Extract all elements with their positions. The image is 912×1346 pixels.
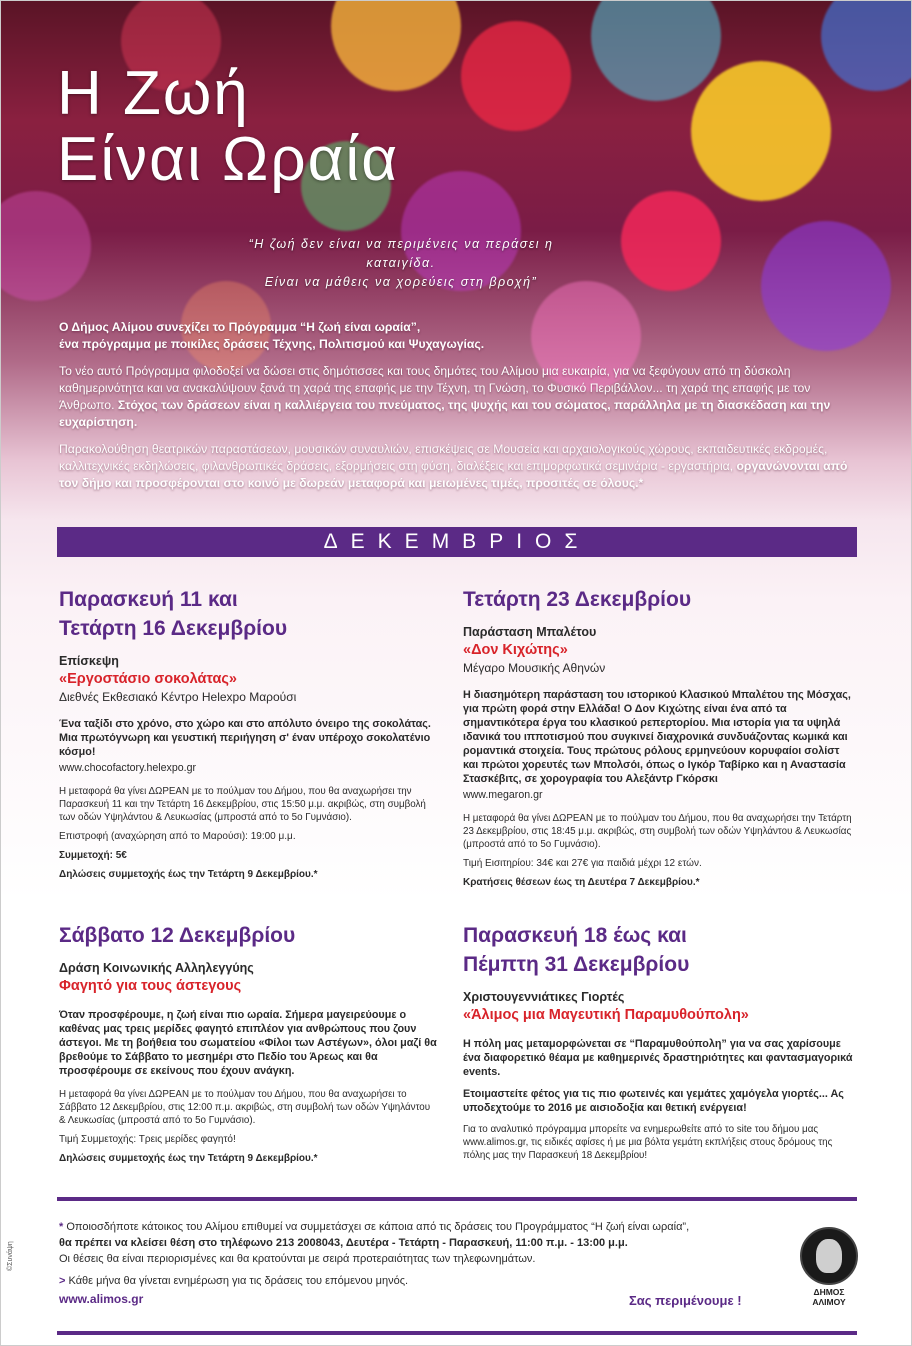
credit: ©Συνάψη	[7, 1241, 14, 1271]
logo-line-1: ΔΗΜΟΣ	[813, 1287, 845, 1297]
chevron-right-icon: >	[59, 1275, 66, 1287]
intro-offer: οργανώνονται από τον δήμο και προσφέρονται στο κοινό με δωρεάν μεταφορά και μειωμένες τιμές, προσιτές σε όλους.*	[59, 459, 848, 490]
footer-line-1	[59, 1219, 779, 1235]
intro-goal: Στόχος των δράσεων είναι η καλλιέργεια του πνεύματος, της ψυχής και του σώματος, παράλληλα με τη διασκέδαση και την ευχαρίστηση.	[59, 398, 831, 429]
footer-url[interactable]: www.alimos.gr	[59, 1292, 144, 1306]
event-chocolate	[59, 585, 439, 887]
logo-line-2: ΑΛΙΜΟΥ	[812, 1297, 846, 1307]
event-date-line-2: Τετάρτη 16 Δεκεμβρίου	[59, 617, 288, 640]
event-name: «Εργοστάσιο σοκολάτας»	[59, 671, 237, 687]
event-date-line-1: Παρασκευή 18 έως και	[463, 924, 687, 947]
intro-lead-2: ένα πρόγραμμα με ποικίλες δράσεις Τέχνης, Πολιτισμού και Ψυχαγωγίας.	[59, 337, 485, 351]
event-date-line-1: Παρασκευή 11 και	[59, 588, 238, 611]
quote-line-1: “Η ζωή δεν είναι να περιμένεις να περάσει η καταιγίδα.	[248, 237, 554, 270]
footer-text-4: Κάθε μήνα θα γίνεται ενημέρωση για τις δράσεις του επόμενου μηνός.	[68, 1275, 409, 1287]
intro-text-2: Το νέο αυτό Πρόγραμμα φιλοδοξεί να δώσει στις δημότισσες και τους δημότες του Αλίμου μια ευκαιρία, για να ξεφύγουν από τη δύσκολη καθημερινότητα και να ανακαλύψουν ξανά τη χαρά της επαφής με την Τέχνη, τη Γνώση, το Φυσικό Περιβάλλον... τη χαρά της επαφής με τον Άνθρωπο.	[59, 364, 811, 412]
quote	[241, 235, 561, 292]
quote-line-2: Είναι να μάθεις να χορεύεις στη βροχή”	[264, 275, 538, 289]
event-ballet	[463, 585, 857, 895]
event-description-2: Ετοιμαστείτε φέτος για τις πιο φωτεινές και γεμάτες χαμόγελα γιορτές... Ας υποδεχτούμε το 2016 με αισιοδοξία και θετική ενέργεια!	[463, 1088, 844, 1114]
event-type: Δράση Κοινωνικής Αλληλεγγύης	[59, 961, 254, 975]
footer-phone: θα πρέπει να κλείσει θέση στο τηλέφωνο 213 2008043, Δευτέρα - Τετάρτη - Παρασκευή, 11:00 π.μ. - 13:00 μ.μ.	[59, 1237, 628, 1249]
title-line-1: Η Ζωή	[57, 59, 250, 128]
intro-paragraph-2	[59, 363, 849, 431]
event-description: Όταν προσφέρουμε, η ζωή είναι πιο ωραία. Σήμερα μαγειρεύουμε ο καθένας μας τρεις μερίδες φαγητό επιπλέον για ανθρώπους που ζουν άστεγοι. Με τη βοήθεια του σωματείου «Φίλοι των Αστέγων», όλοι μαζί θα βρεθούμε το Σάββατο το μεσημέρι στο Πεδίο του Άρεως και θα προσφέρουμε σε εκείνους που έχουν ανάγκη.	[59, 1009, 437, 1077]
event-transport: Η μεταφορά θα γίνει ΔΩΡΕΑΝ με το πούλμαν του Δήμου, που θα αναχωρήσει το Σάββατο 12 Δεκεμβρίου, στις 12:00 π.μ. ακριβώς, στη συμβολή των οδών Υψηλάντου & Λευκωσίας (μπροστά από το 5ο Γυμνάσιο).	[59, 1089, 431, 1126]
event-transport: Η μεταφορά θα γίνει ΔΩΡΕΑΝ με το πούλμαν του Δήμου, που θα αναχωρήσει την Παρασκευή 11 και την Τετάρτη 16 Δεκεμβρίου, στις 15:50 μ.μ. ακριβώς, στη συμβολή των οδών Υψηλάντου & Λευκωσίας (μπροστά από το 5ο Γυμνάσιο).	[59, 786, 426, 823]
event-deadline: Δηλώσεις συμμετοχής έως την Τετάρτη 9 Δεκεμβρίου.*	[59, 1153, 318, 1164]
title-line-2: Είναι Ωραία	[57, 125, 400, 194]
event-type: Επίσκεψη	[59, 654, 119, 668]
intro-lead: Ο Δήμος Αλίμου συνεχίζει το Πρόγραμμα “Η ζωή είναι ωραία”,	[59, 320, 421, 334]
municipality-logo	[797, 1227, 861, 1307]
event-date	[463, 921, 857, 979]
event-description: Η πόλη μας μεταμορφώνεται σε “Παραμυθούπολη” για να σας χαρίσουμε ένα διαφορετικό θέαμα με καθημερινές δραστηριότητες και φαντασμαγορικά events.	[463, 1038, 853, 1078]
footer-text-1: Οποιοσδήποτε κάτοικος του Αλίμου επιθυμεί να συμμετάσχει σε κάποια από τις δράσεις του Προγράμματος “Η ζωή είναι ωραία”,	[66, 1221, 690, 1233]
event-date: Τετάρτη 23 Δεκεμβρίου	[463, 588, 692, 611]
event-date-line-2: Πέμπτη 31 Δεκεμβρίου	[463, 953, 690, 976]
event-deadline: Δηλώσεις συμμετοχής έως την Τετάρτη 9 Δεκεμβρίου.*	[59, 869, 318, 880]
seal-icon	[800, 1227, 858, 1285]
event-name: «Άλιμος μια Μαγευτική Παραμυθούπολη»	[463, 1007, 749, 1023]
intro	[59, 319, 849, 502]
footer-line-4	[59, 1273, 779, 1289]
event-fee: Τιμή Εισιτηρίου: 34€ και 27€ για παιδιά μέχρι 12 ετών.	[463, 858, 702, 869]
event-return: Επιστροφή (αναχώρηση από το Μαρούσι): 19:00 μ.μ.	[59, 831, 296, 842]
month-banner: ΔΕΚΕΜΒΡΙΟΣ	[57, 527, 857, 557]
event-type: Χριστουγεννιάτικες Γιορτές	[463, 990, 625, 1004]
event-type: Παράσταση Μπαλέτου	[463, 625, 597, 639]
intro-paragraph-3	[59, 441, 849, 492]
event-deadline: Κρατήσεις θέσεων έως τη Δευτέρα 7 Δεκεμβρίου.*	[463, 877, 700, 888]
event-url[interactable]: www.megaron.gr	[463, 789, 543, 801]
logo-caption	[797, 1287, 861, 1307]
event-name: «Δον Κιχώτης»	[463, 642, 568, 658]
event-venue: Διεθνές Εκθεσιακό Κέντρο Helexpo Μαρούσι	[59, 690, 297, 704]
event-date: Σάββατο 12 Δεκεμβρίου	[59, 924, 296, 947]
footer-divider	[57, 1197, 857, 1201]
event-description: Ένα ταξίδι στο χρόνο, στο χώρο και στο απόλυτο όνειρο της σοκολάτας. Μια πρωτόγνωρη και γευστική περιήγηση σ' έναν υπέροχο σοκολατένιο κόσμο!	[59, 718, 431, 758]
event-homeless	[59, 921, 439, 1171]
event-info: Για το αναλυτικό πρόγραμμα μπορείτε να ενημερωθείτε από το site του δήμου μας www.alimos.gr, τις ειδικές αφίσες ή με μια βόλτα γεμάτη εκπλήξεις στους δρόμους της πόλης μας την Παρασκευή 18 Δεκεμβρίου!	[463, 1124, 833, 1161]
event-description: Η διασημότερη παράσταση του ιστορικού Κλασικού Μπαλέτου της Μόσχας, για πρώτη φορά στην Ελλάδα! Ο Δον Κιχώτης είναι ένα από τα σημαντικότερα έργα του κλασικού ρεπερτορίου. Μια ιστορία για τα υψηλά ιδανικά του ιπποτισμού που συγκινεί διαχρονικά συνδυάζοντας κωμικά και ρομαντικά στοιχεία. Τους πρώτους ρόλους ερμηνεύουν κορυφαίοι σολίστ και πρώτοι χορευτές των Μπολσόι, όπως ο Ιγκόρ Ταβίρκο και η Αναστασία Στασκέβιτς, σε χορογραφία του Αλεξάντρ Γκόρσκι	[463, 689, 851, 785]
event-date	[59, 585, 439, 643]
event-venue: Μέγαρο Μουσικής Αθηνών	[463, 661, 606, 675]
bottom-divider	[57, 1331, 857, 1335]
intro-paragraph-1	[59, 319, 849, 353]
event-fee: Τιμή Συμμετοχής: Τρεις μερίδες φαγητό!	[59, 1134, 236, 1145]
event-url[interactable]: www.chocofactory.helexpo.gr	[59, 762, 196, 774]
asterisk-icon: *	[59, 1221, 64, 1233]
event-transport: Η μεταφορά θα γίνει ΔΩΡΕΑΝ με το πούλμαν του Δήμου, που θα αναχωρήσει την Τετάρτη 23 Δεκεμβρίου, στις 18:45 μ.μ. ακριβώς, στη συμβολή των οδών Υψηλάντου & Λευκωσίας (μπροστά από το 5ο Γυμνάσιο).	[463, 813, 852, 850]
event-name: Φαγητό για τους άστεγους	[59, 978, 242, 994]
intro-text-3: Παρακολούθηση θεατρικών παραστάσεων, μουσικών συναυλιών, επισκέψεις σε Μουσεία και αρχαιολογικούς χώρους, εκπαιδευτικές εκδρομές, καλλιτεχνικές εκδηλώσεις, φιλανθρωπικές δράσεις, εξορμήσεις στη φύση, διαλέξεις και επιμορφωτικά σεμινάρια - εργαστήρια,	[59, 442, 828, 473]
event-christmas	[463, 921, 857, 1168]
closing-message: Σας περιμένουμε !	[629, 1293, 742, 1308]
event-fee: Συμμετοχή: 5€	[59, 850, 127, 861]
poster-title	[57, 61, 399, 193]
footer-line-3: Οι θέσεις θα είναι περιορισμένες και θα κρατούνται με σειρά προτεραιότητας των τηλεφωνημάτων.	[59, 1253, 536, 1265]
